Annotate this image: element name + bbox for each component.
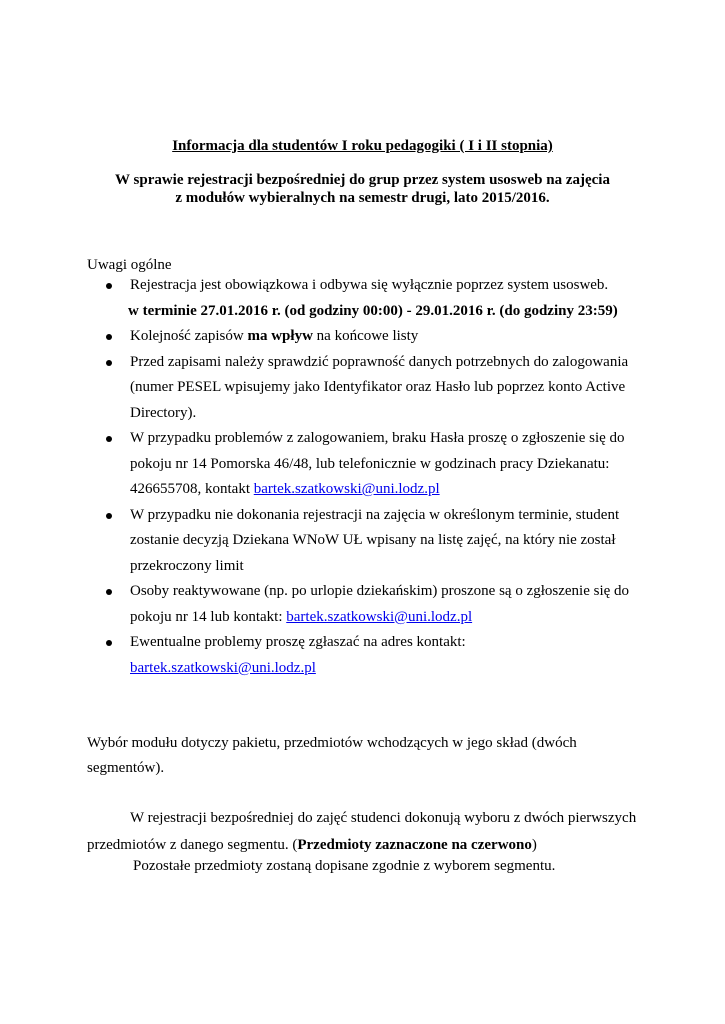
- general-remarks-list: [87, 273, 647, 681]
- list-item-login-problems: [87, 426, 647, 503]
- bullet-icon: [106, 334, 112, 340]
- list-item-reactivated: [87, 579, 647, 630]
- general-remarks-heading: Uwagi ogólne: [87, 257, 172, 273]
- paragraph-bold: Przedmioty zaznaczone na czerwono: [297, 837, 532, 853]
- list-item-text: Kolejność zapisów: [130, 328, 248, 344]
- paragraph-module-choice: Wybór modułu dotyczy pakietu, przedmiotów wchodzących w jego skład (dwóch segmentów).: [87, 735, 577, 776]
- list-item-problems: [87, 630, 647, 681]
- bullet-icon: [106, 360, 112, 366]
- list-item-no-registration: [87, 503, 647, 580]
- document-title: Informacja dla studentów I roku pedagogiki ( I i II stopnia): [172, 138, 553, 154]
- paragraph-direct-registration: [87, 805, 667, 859]
- paragraph-closing: ): [531, 837, 537, 853]
- registration-dates: w terminie 27.01.2016 r. (od godziny 00:00) - 29.01.2016 r. (do godziny 23:59): [128, 302, 618, 319]
- email-link[interactable]: bartek.szatkowski@uni.lodz.pl: [253, 481, 440, 497]
- paragraph-text: W rejestracji bezpośredniej do zajęć studenci dokonują wyboru z dwóch pierwszych przedmiotów z danego segmentu. (: [87, 810, 637, 853]
- bullet-icon: [106, 589, 112, 595]
- email-link[interactable]: bartek.szatkowski@uni.lodz.pl: [130, 659, 316, 676]
- bullet-icon: [106, 283, 112, 289]
- bullet-icon: [106, 436, 112, 442]
- subtitle-line-1: W sprawie rejestracji bezpośredniej do grup przez system usosweb na zajęcia: [115, 172, 610, 188]
- list-item-order: [87, 324, 647, 350]
- subtitle-line-2: z modułów wybieralnych na semestr drugi, lato 2015/2016.: [175, 190, 550, 206]
- bullet-icon: [106, 640, 112, 646]
- list-item-text: Rejestracja jest obowiązkowa i odbywa się wyłącznie poprzez system usosweb.: [130, 277, 609, 293]
- list-item-text: W przypadku nie dokonania rejestracji na zajęcia w określonym terminie, student zostanie decyzją Dziekana WNoW UŁ wpisany na listę zajęć, na który nie został przekroczony limit: [130, 506, 620, 574]
- paragraph-remaining-subjects: Pozostałe przedmioty zostaną dopisane zgodnie z wyborem segmentu.: [133, 858, 556, 874]
- email-link[interactable]: bartek.szatkowski@uni.lodz.pl: [286, 608, 473, 625]
- list-item-login-data: [87, 350, 647, 427]
- list-item-text: Przed zapisami należy sprawdzić poprawność danych potrzebnych do zalogowania (numer PESEL wpisujemy jako Identyfikator oraz Hasło lub poprzez konto Active Directory).: [130, 353, 629, 421]
- list-item-text: na końcowe listy: [312, 328, 419, 344]
- list-item-text: Ewentualne problemy proszę zgłaszać na adres kontakt:: [130, 634, 466, 650]
- list-item-registration: [87, 273, 647, 324]
- bullet-icon: [106, 513, 112, 519]
- list-item-text: W przypadku problemów z zalogowaniem, braku Hasła proszę o zgłoszenie się do pokoju nr 14 Pomorska 46/48, lub telefonicznie w godzinach pracy Dziekanatu: 426655708, kontakt: [130, 430, 625, 497]
- list-item-text: Osoby reaktywowane (np. po urlopie dziekańskim) proszone są o zgłoszenie się do pokoju nr 14 lub kontakt:: [130, 583, 630, 625]
- document-subtitle: [0, 171, 725, 207]
- list-item-bold: ma wpływ: [247, 328, 313, 344]
